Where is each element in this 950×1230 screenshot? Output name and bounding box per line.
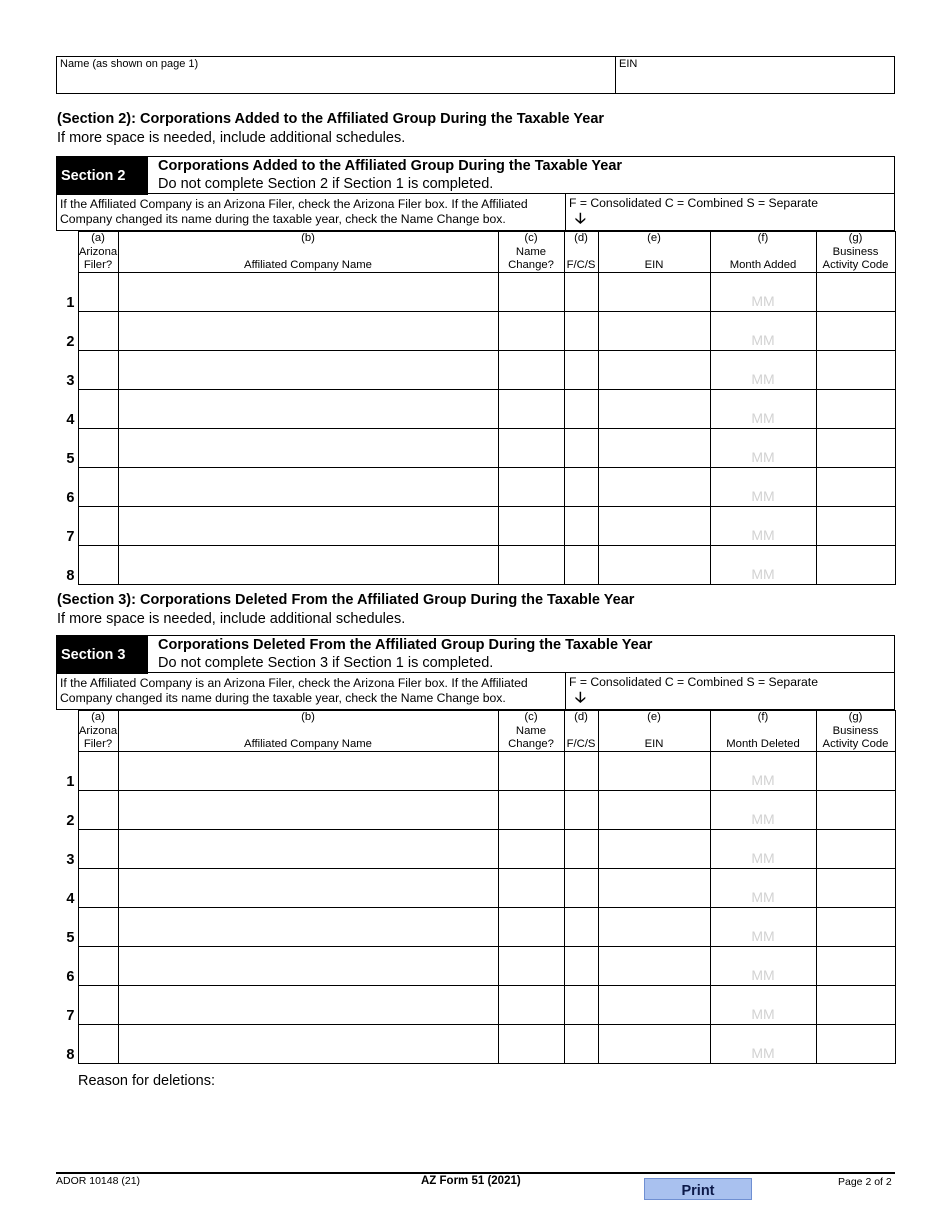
business-activity-code-input[interactable]	[816, 546, 895, 585]
arizona-filer-checkbox[interactable]	[78, 1025, 118, 1064]
column-header	[118, 711, 498, 752]
name-ein-box	[56, 56, 895, 94]
company-name-input[interactable]	[118, 390, 498, 429]
column-header	[564, 711, 598, 752]
column-header	[78, 711, 118, 752]
name-input[interactable]	[58, 71, 618, 91]
company-name-input[interactable]	[118, 351, 498, 390]
section2-subheading: If more space is needed, include additional schedules.	[57, 130, 406, 146]
column-label: F/C/S	[566, 738, 596, 750]
down-arrow-icon: 🡣	[575, 210, 586, 227]
ein-cell-input[interactable]	[598, 468, 710, 507]
column-header	[78, 232, 118, 273]
table-row	[56, 908, 895, 947]
print-button[interactable]: Print	[644, 1178, 752, 1200]
table-row	[56, 273, 895, 312]
table-row	[56, 986, 895, 1025]
ein-cell-input[interactable]	[598, 507, 710, 546]
arizona-filer-checkbox[interactable]	[78, 791, 118, 830]
column-label: Month Deleted	[726, 738, 800, 750]
month-input[interactable]: MM	[710, 908, 816, 947]
column-letter: (a)	[91, 232, 105, 244]
name-change-checkbox[interactable]	[498, 546, 564, 585]
ein-cell-input[interactable]	[598, 947, 710, 986]
name-change-checkbox[interactable]	[498, 791, 564, 830]
fcs-input[interactable]	[564, 273, 598, 312]
column-letter: (g)	[848, 232, 863, 244]
arizona-filer-checkbox[interactable]	[78, 986, 118, 1025]
month-input[interactable]: MM	[710, 752, 816, 791]
fcs-input[interactable]	[564, 429, 598, 468]
column-letter: (a)	[91, 711, 105, 723]
arizona-filer-checkbox[interactable]	[78, 830, 118, 869]
column-letter: (b)	[301, 232, 315, 244]
fcs-input[interactable]	[564, 351, 598, 390]
section3-fcs-legend: F = Consolidated C = Combined S = Separate	[569, 675, 818, 689]
arizona-filer-checkbox[interactable]	[78, 351, 118, 390]
name-change-checkbox[interactable]	[498, 429, 564, 468]
table-row	[56, 429, 895, 468]
column-header	[598, 711, 710, 752]
section2-heading: (Section 2): Corporations Added to the Affiliated Group During the Taxable Year	[57, 111, 605, 127]
company-name-input[interactable]	[118, 947, 498, 986]
ein-cell-input[interactable]	[598, 390, 710, 429]
table-row	[56, 546, 895, 585]
column-letter: (c)	[524, 711, 538, 723]
column-label: Name Change?	[508, 725, 554, 750]
row-number: 3	[56, 351, 78, 390]
arizona-filer-checkbox[interactable]	[78, 546, 118, 585]
section2-tag: Section 2	[57, 157, 148, 195]
row-number: 2	[56, 312, 78, 351]
section2-title: Corporations Added to the Affiliated Group During the Taxable Year	[158, 158, 623, 174]
down-arrow-icon: 🡣	[575, 689, 586, 706]
company-name-input[interactable]	[118, 869, 498, 908]
name-change-checkbox[interactable]	[498, 507, 564, 546]
arizona-filer-checkbox[interactable]	[78, 273, 118, 312]
row-number: 1	[56, 273, 78, 312]
fcs-input[interactable]	[564, 507, 598, 546]
month-input[interactable]: MM	[710, 273, 816, 312]
arizona-filer-checkbox[interactable]	[78, 507, 118, 546]
table-row	[56, 947, 895, 986]
month-input[interactable]: MM	[710, 390, 816, 429]
ein-cell-input[interactable]	[598, 312, 710, 351]
arizona-filer-checkbox[interactable]	[78, 752, 118, 791]
business-activity-code-input[interactable]	[816, 468, 895, 507]
business-activity-code-input[interactable]	[816, 507, 895, 546]
section2-instructions-box	[56, 194, 895, 231]
business-activity-code-input[interactable]	[816, 273, 895, 312]
column-label: Month Added	[729, 259, 797, 271]
column-label: F/C/S	[566, 259, 596, 271]
section2-table	[56, 231, 896, 585]
table-row	[56, 468, 895, 507]
company-name-input[interactable]	[118, 908, 498, 947]
company-name-input[interactable]	[118, 273, 498, 312]
name-change-checkbox[interactable]	[498, 908, 564, 947]
form-number: ADOR 10148 (21)	[56, 1175, 141, 1187]
company-name-input[interactable]	[118, 546, 498, 585]
company-name-input[interactable]	[118, 312, 498, 351]
column-letter: (c)	[524, 232, 538, 244]
column-header	[118, 232, 498, 273]
row-number: 1	[56, 752, 78, 791]
name-change-checkbox[interactable]	[498, 947, 564, 986]
name-change-checkbox[interactable]	[498, 869, 564, 908]
section2-instructions: If the Affiliated Company is an Arizona Filer, check the Arizona Filer box. If the Affiliated Company changed its name during the taxable year, check the Name Change box.	[60, 197, 528, 226]
column-label: Arizona Filer?	[78, 725, 118, 750]
business-activity-code-input[interactable]	[816, 1025, 895, 1064]
month-input[interactable]: MM	[710, 947, 816, 986]
arizona-filer-checkbox[interactable]	[78, 429, 118, 468]
month-input[interactable]: MM	[710, 507, 816, 546]
fcs-input[interactable]	[564, 390, 598, 429]
column-header	[598, 232, 710, 273]
footer-rule	[56, 1172, 895, 1174]
column-header	[816, 232, 895, 273]
fcs-input[interactable]	[564, 908, 598, 947]
section3-title-bar	[56, 635, 895, 673]
row-number: 6	[56, 947, 78, 986]
table-row	[56, 752, 895, 791]
table-row	[56, 312, 895, 351]
month-input[interactable]: MM	[710, 351, 816, 390]
page-number: Page 2 of 2	[838, 1176, 892, 1188]
name-change-checkbox[interactable]	[498, 468, 564, 507]
fcs-input[interactable]	[564, 830, 598, 869]
arizona-filer-checkbox[interactable]	[78, 869, 118, 908]
column-letter: (d)	[574, 232, 588, 244]
ein-cell-input[interactable]	[598, 986, 710, 1025]
name-change-checkbox[interactable]	[498, 830, 564, 869]
table-row	[56, 1025, 895, 1064]
ein-cell-input[interactable]	[598, 752, 710, 791]
column-letter: (b)	[301, 711, 315, 723]
name-change-checkbox[interactable]	[498, 1025, 564, 1064]
section3-title: Corporations Deleted From the Affiliated Group During the Taxable Year	[158, 637, 653, 653]
company-name-input[interactable]	[118, 830, 498, 869]
section3-tag: Section 3	[57, 636, 148, 674]
column-letter: (e)	[647, 232, 661, 244]
ein-cell-input[interactable]	[598, 869, 710, 908]
business-activity-code-input[interactable]	[816, 908, 895, 947]
column-label: EIN	[644, 738, 664, 750]
company-name-input[interactable]	[118, 986, 498, 1025]
ein-cell-input[interactable]	[598, 429, 710, 468]
row-number: 4	[56, 869, 78, 908]
company-name-input[interactable]	[118, 791, 498, 830]
month-input[interactable]: MM	[710, 986, 816, 1025]
ein-label: EIN	[619, 58, 638, 70]
section3-table	[56, 710, 896, 1064]
month-input[interactable]: MM	[710, 1025, 816, 1064]
month-input[interactable]: MM	[710, 546, 816, 585]
company-name-input[interactable]	[118, 752, 498, 791]
row-number: 8	[56, 546, 78, 585]
column-label: Business Activity Code	[822, 246, 889, 271]
name-change-checkbox[interactable]	[498, 312, 564, 351]
row-number: 3	[56, 830, 78, 869]
arizona-filer-checkbox[interactable]	[78, 908, 118, 947]
business-activity-code-input[interactable]	[816, 312, 895, 351]
business-activity-code-input[interactable]	[816, 390, 895, 429]
row-number: 2	[56, 791, 78, 830]
business-activity-code-input[interactable]	[816, 429, 895, 468]
company-name-input[interactable]	[118, 468, 498, 507]
row-number: 5	[56, 908, 78, 947]
table-row	[56, 390, 895, 429]
column-header	[498, 711, 564, 752]
column-header	[564, 232, 598, 273]
arizona-filer-checkbox[interactable]	[78, 468, 118, 507]
section2-subtitle: Do not complete Section 2 if Section 1 is completed.	[158, 176, 494, 192]
company-name-input[interactable]	[118, 507, 498, 546]
company-name-input[interactable]	[118, 1025, 498, 1064]
column-letter: (f)	[757, 232, 769, 244]
business-activity-code-input[interactable]	[816, 869, 895, 908]
name-change-checkbox[interactable]	[498, 752, 564, 791]
column-label: Affiliated Company Name	[244, 259, 372, 271]
row-number: 8	[56, 1025, 78, 1064]
section3-subheading: If more space is needed, include additional schedules.	[57, 611, 406, 627]
section3-heading: (Section 3): Corporations Deleted From the Affiliated Group During the Taxable Year	[57, 592, 635, 608]
table-row	[56, 830, 895, 869]
column-label: Arizona Filer?	[78, 246, 118, 271]
section2-fcs-legend: F = Consolidated C = Combined S = Separate	[569, 196, 818, 210]
arizona-filer-checkbox[interactable]	[78, 312, 118, 351]
month-input[interactable]: MM	[710, 429, 816, 468]
table-row	[56, 791, 895, 830]
table-row	[56, 869, 895, 908]
name-label: Name (as shown on page 1)	[60, 58, 199, 70]
business-activity-code-input[interactable]	[816, 752, 895, 791]
business-activity-code-input[interactable]	[816, 351, 895, 390]
fcs-input[interactable]	[564, 986, 598, 1025]
reason-label: Reason for deletions:	[78, 1073, 216, 1089]
name-change-checkbox[interactable]	[498, 273, 564, 312]
month-input[interactable]: MM	[710, 791, 816, 830]
section3-instructions-box	[56, 673, 895, 710]
month-input[interactable]: MM	[710, 468, 816, 507]
ein-cell-input[interactable]	[598, 791, 710, 830]
section2-title-bar	[56, 156, 895, 194]
column-label: Name Change?	[508, 246, 554, 271]
business-activity-code-input[interactable]	[816, 947, 895, 986]
business-activity-code-input[interactable]	[816, 791, 895, 830]
form-name: AZ Form 51 (2021)	[421, 1175, 521, 1187]
name-change-checkbox[interactable]	[498, 351, 564, 390]
ein-cell-input[interactable]	[598, 908, 710, 947]
column-letter: (g)	[848, 711, 863, 723]
arizona-filer-checkbox[interactable]	[78, 390, 118, 429]
name-change-checkbox[interactable]	[498, 390, 564, 429]
ein-cell-input[interactable]	[598, 830, 710, 869]
row-number: 5	[56, 429, 78, 468]
fcs-input[interactable]	[564, 312, 598, 351]
reason-input[interactable]	[78, 1092, 895, 1162]
column-label: Business Activity Code	[822, 725, 889, 750]
column-label: EIN	[644, 259, 664, 271]
row-number: 6	[56, 468, 78, 507]
row-number: 7	[56, 986, 78, 1025]
column-label: Affiliated Company Name	[244, 738, 372, 750]
column-letter: (e)	[647, 711, 661, 723]
fcs-input[interactable]	[564, 869, 598, 908]
ein-cell-input[interactable]	[598, 1025, 710, 1064]
row-number: 7	[56, 507, 78, 546]
ein-input[interactable]	[617, 71, 899, 91]
section3-instructions: If the Affiliated Company is an Arizona Filer, check the Arizona Filer box. If the Affiliated Company changed its name during the taxable year, check the Name Change box.	[60, 676, 528, 705]
month-input[interactable]: MM	[710, 312, 816, 351]
section3-subtitle: Do not complete Section 3 if Section 1 is completed.	[158, 655, 494, 671]
column-header	[498, 232, 564, 273]
table-row	[56, 507, 895, 546]
ein-cell-input[interactable]	[598, 351, 710, 390]
business-activity-code-input[interactable]	[816, 986, 895, 1025]
fcs-input[interactable]	[564, 752, 598, 791]
column-letter: (f)	[757, 711, 769, 723]
fcs-input[interactable]	[564, 947, 598, 986]
ein-cell-input[interactable]	[598, 546, 710, 585]
table-row	[56, 351, 895, 390]
business-activity-code-input[interactable]	[816, 830, 895, 869]
column-header	[710, 711, 816, 752]
fcs-input[interactable]	[564, 1025, 598, 1064]
column-header	[816, 711, 895, 752]
month-input[interactable]: MM	[710, 869, 816, 908]
row-number: 4	[56, 390, 78, 429]
ein-cell-input[interactable]	[598, 273, 710, 312]
arizona-filer-checkbox[interactable]	[78, 947, 118, 986]
column-letter: (d)	[574, 711, 588, 723]
month-input[interactable]: MM	[710, 830, 816, 869]
fcs-input[interactable]	[564, 546, 598, 585]
fcs-input[interactable]	[564, 468, 598, 507]
fcs-input[interactable]	[564, 791, 598, 830]
company-name-input[interactable]	[118, 429, 498, 468]
column-header	[710, 232, 816, 273]
name-change-checkbox[interactable]	[498, 986, 564, 1025]
